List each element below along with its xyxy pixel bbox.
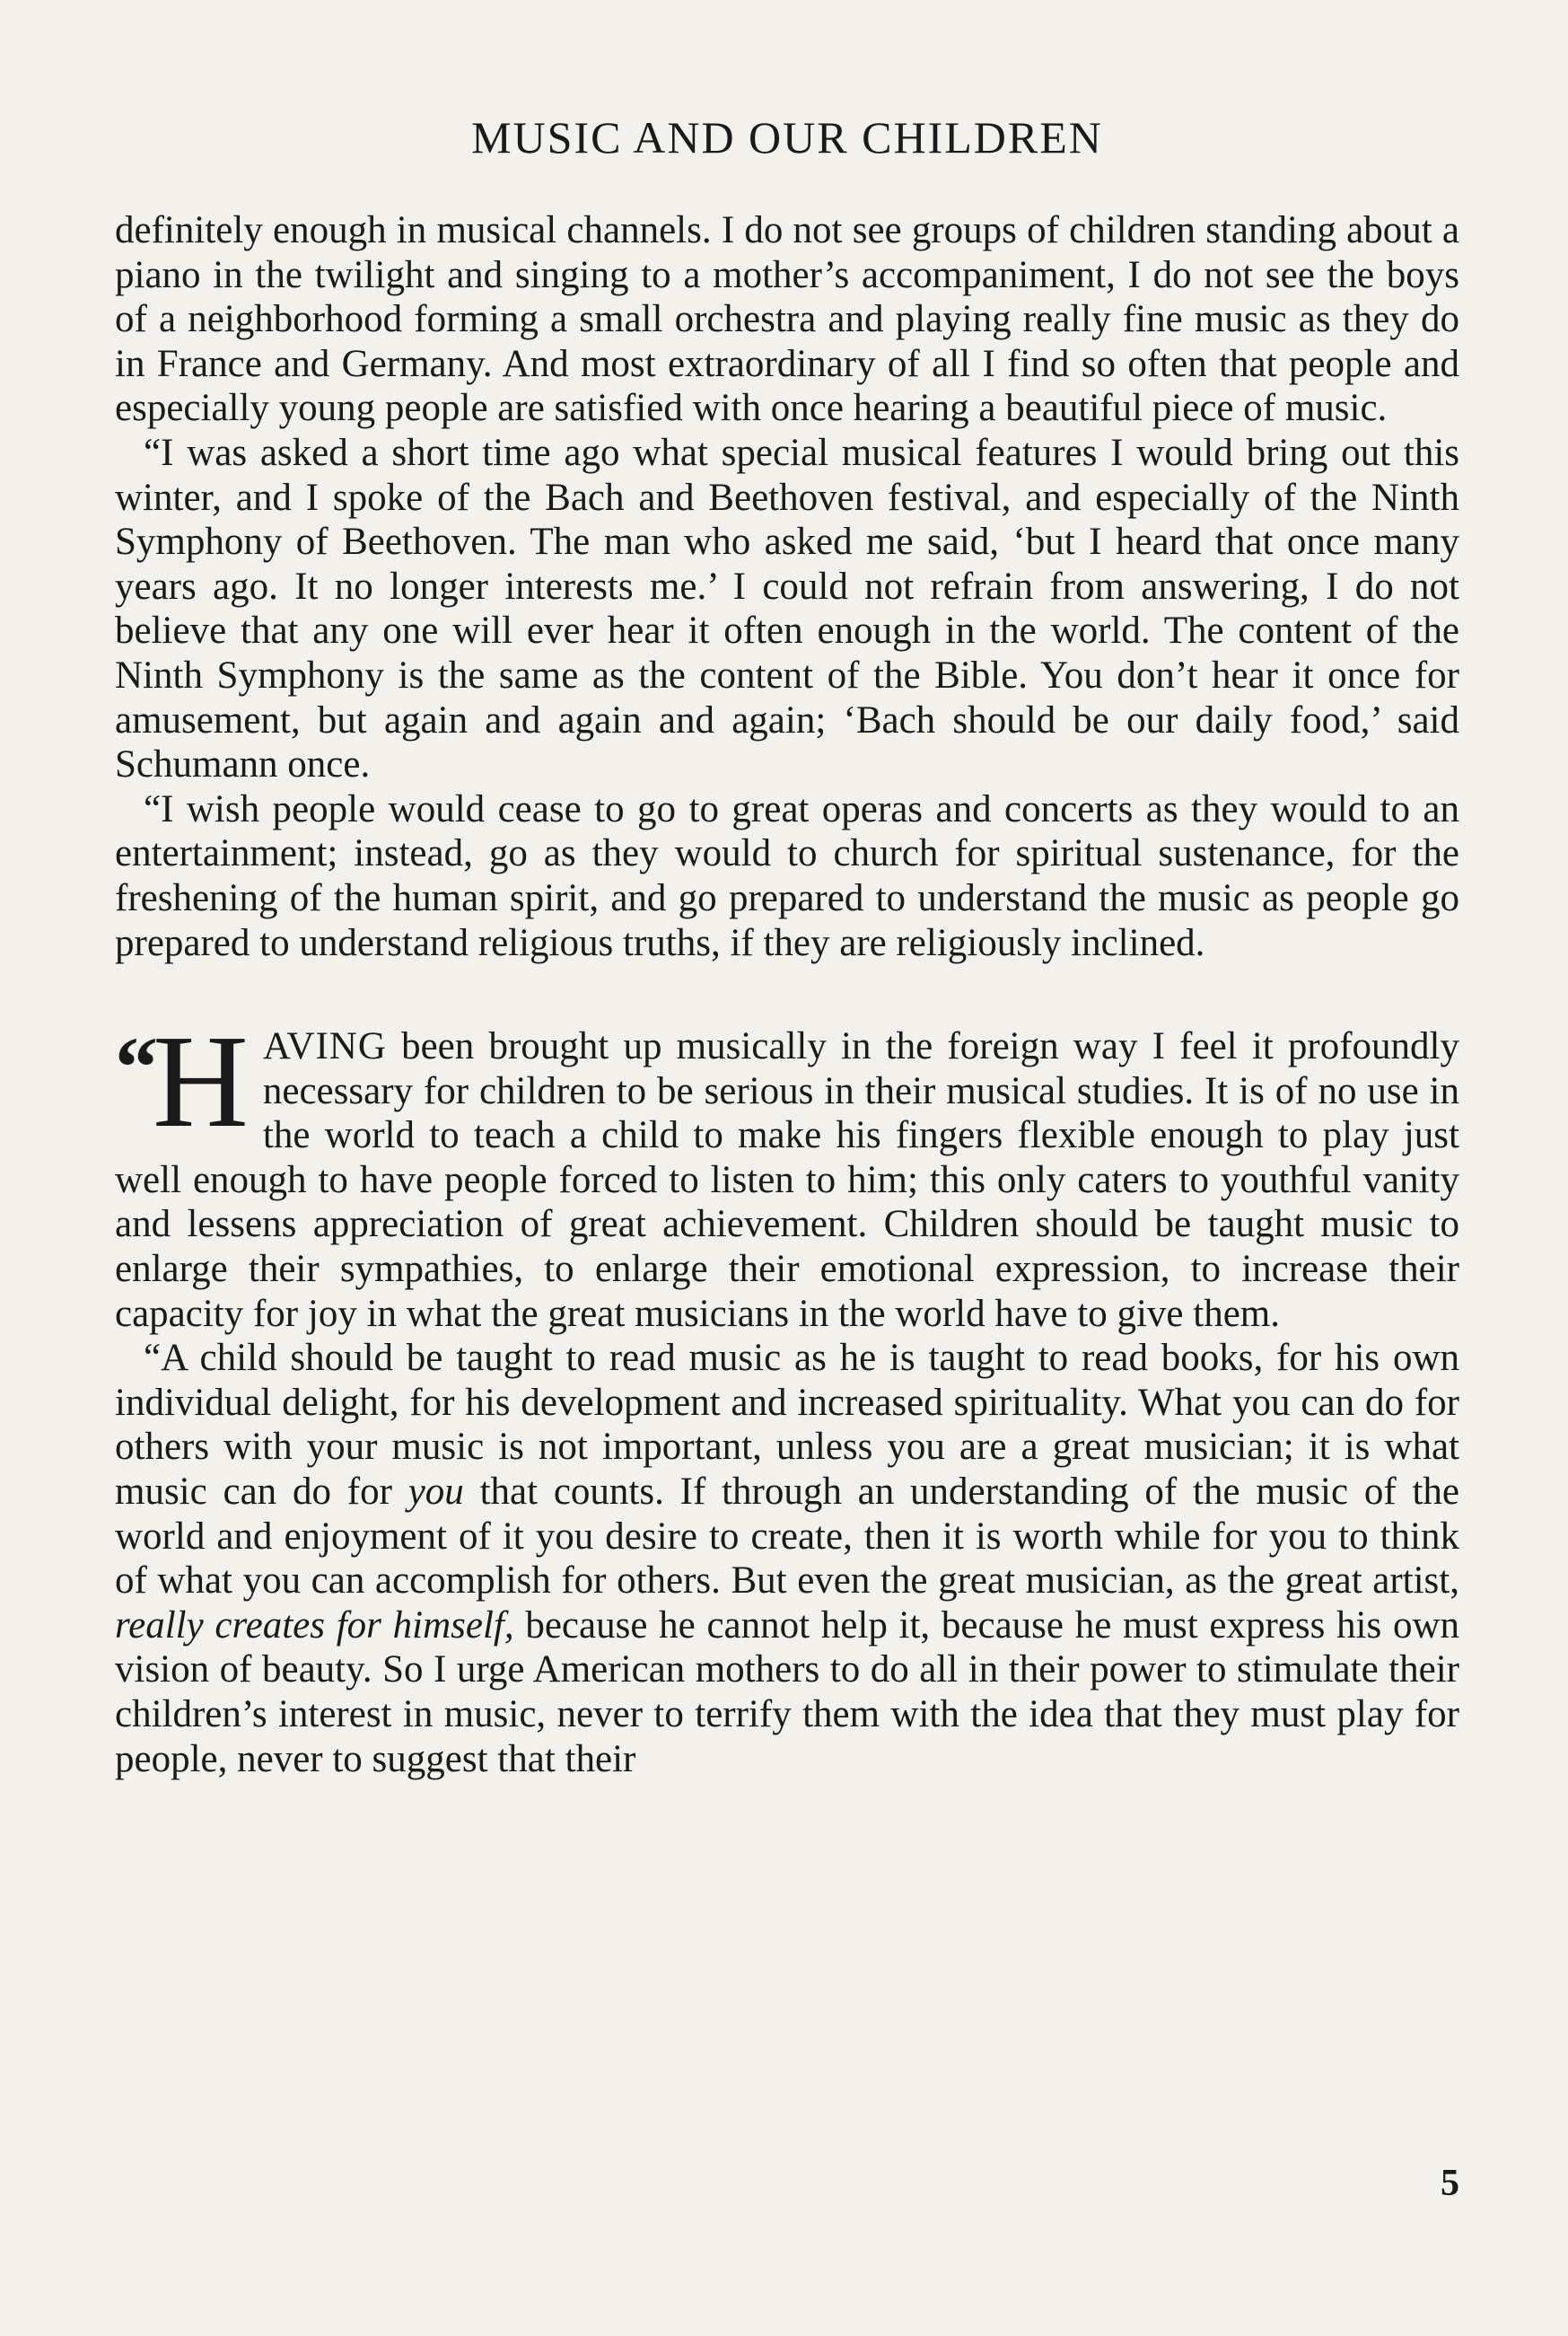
paragraph-1: definitely enough in musical channels. I do not see groups of children standing about a piano in the twilight and singing to a mother’s accompaniment, I do not see the boys of a neighborhood forming a small orchestra and playing really fine music as they do in France and Germany. And most extraordinary of all I find so often that people and especially young people are satisfied with once hearing a beautiful piece of music. (115, 209, 1459, 430)
paragraph-5 (115, 1336, 1459, 1781)
drop-cap-quote-mark: “ (115, 1019, 153, 1116)
page-number: 5 (1441, 2163, 1459, 2204)
paragraph-2: “I was asked a short time ago what special musical features I would bring out this winter, and I spoke of the Bach and Beethoven festival, and especially of the Ninth Symphony of Beethoven. The man who asked me said, ‘but I heard that once many years ago. It no longer interests me.’ I could not refrain from answering, I do not believe that any one will ever hear it often enough in the world. The content of the Ninth Symphony is the same as the content of the Bible. You don’t hear it once for amusement, but again and again and again; ‘Bach should be our daily food,’ said Schumann once. (115, 431, 1459, 786)
running-head: MUSIC AND OUR CHILDREN (471, 112, 1103, 162)
paragraph-5-italic-2: really creates for himself, (115, 1603, 514, 1647)
drop-cap-letter: H (153, 1008, 249, 1156)
body-text (115, 208, 1459, 1781)
paragraph-4-text: been brought up musically in the foreign way I feel it profoundly necessary for children to be serious in their musical studies. It is of no use in the world to teach a child to make his fingers flexible enough to play just well enough to have people forced to listen to him; this only caters to youthful vanity and lessens appreciation of great achievement. Children should be taught music to enlarge their sympathies, to enlarge their emotional expression, to increase their capacity for joy in what the great musicians in the world have to give them. (115, 1025, 1459, 1335)
paragraph-4 (115, 1008, 1459, 1336)
paragraph-3: “I wish people would cease to go to great operas and concerts as they would to an entertainment; instead, go as they would to church for spiritual sustenance, for the freshening of the human spirit, and go prepared to understand the music as people go prepared to understand religious truths, if they are religiously inclined. (115, 787, 1459, 964)
paragraph-5-italic-1: you (407, 1471, 464, 1514)
book-page (115, 0, 1459, 2336)
paragraph-5-part-1: “A child should be taught to read music as he is taught to read books, for his own individual delight, for his development and increased spirituality. What you can do for others with your music is not important, unless you are a great musician; it is what music can do for (115, 1337, 1459, 1514)
section-break (115, 965, 1459, 1024)
lead-in-word: AVING (262, 1025, 387, 1068)
drop-cap (115, 1008, 249, 1156)
paragraph-5-part-2: that counts. If through an understanding of the music of the world and enjoyment of it you desire to create, then it is worth while for you to think of what you can accomplish for others. But even the great musician, as the great artist, (115, 1471, 1459, 1603)
paragraph-5-part-3: because he cannot help it, because he must express his own vision of beauty. So I urge American mothers to do all in their power to stimulate their children’s interest in music, never to terrify them with the idea that they must play for people, never to suggest that their (115, 1603, 1460, 1780)
